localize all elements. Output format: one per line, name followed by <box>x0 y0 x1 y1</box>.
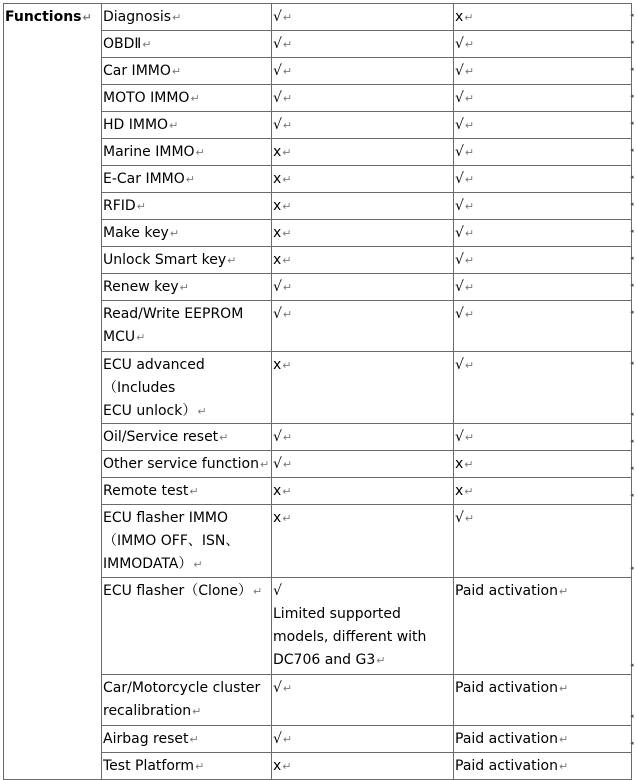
support-cell-2 <box>454 139 632 166</box>
support-cell-1-text: √ <box>273 429 282 445</box>
paragraph-mark-icon: ↵ <box>219 431 229 444</box>
paragraph-mark-icon: ↵ <box>558 682 569 695</box>
function-name-cell-text: Oil/Service reset <box>103 429 219 445</box>
function-name-cell-text: Unlock Smart key <box>103 252 227 268</box>
paragraph-mark-icon: ↵ <box>558 733 569 746</box>
table-row <box>4 4 632 31</box>
function-name-cell <box>102 4 272 31</box>
table-body <box>4 4 632 780</box>
support-cell-1-text: x <box>273 225 282 241</box>
row-end-mark-icon: ◂ <box>630 491 634 499</box>
function-name-cell <box>102 451 272 478</box>
paragraph-mark-icon: ↵ <box>464 173 475 186</box>
paragraph-mark-icon: ↵ <box>464 200 475 213</box>
row-end-mark-icon: ◂ <box>630 200 634 208</box>
row-end-mark-icon: ◂ <box>630 92 634 100</box>
support-cell-1-text: x <box>273 252 282 268</box>
function-name-cell-text: Car/Motorcycle cluster recalibration <box>103 680 261 719</box>
support-cell-2-text: Paid activation <box>455 680 558 696</box>
row-end-mark-icon: ◂ <box>630 437 634 445</box>
paragraph-mark-icon: ↵ <box>197 405 207 418</box>
support-cell-2-text: √ <box>455 252 464 268</box>
support-cell-1 <box>272 112 454 139</box>
paragraph-mark-icon: ↵ <box>558 585 569 598</box>
support-cell-2 <box>454 478 632 505</box>
support-cell-1-text: √ <box>273 456 282 472</box>
support-cell-1 <box>272 139 454 166</box>
paragraph-mark-icon: ↵ <box>193 558 203 571</box>
row-end-mark-icon: ◂ <box>630 38 634 46</box>
paragraph-mark-icon: ↵ <box>189 485 199 498</box>
support-cell-1-text: x <box>273 198 282 214</box>
support-cell-2-text: x <box>455 456 464 472</box>
paragraph-mark-icon: ↵ <box>464 11 474 24</box>
paragraph-mark-icon: ↵ <box>464 38 475 51</box>
support-cell-2 <box>454 4 632 31</box>
paragraph-mark-icon: ↵ <box>169 119 179 132</box>
row-end-mark-icon: ◂ <box>630 65 634 73</box>
paragraph-mark-icon: ↵ <box>282 227 292 240</box>
support-cell-1-text: √ <box>273 117 282 133</box>
paragraph-mark-icon: ↵ <box>227 254 237 267</box>
support-cell-1-text: √ <box>273 90 282 106</box>
function-name-cell-text: RFID <box>103 198 136 214</box>
support-cell-1-text: x <box>273 357 282 373</box>
support-cell-2-text: √ <box>455 36 464 52</box>
paragraph-mark-icon: ↵ <box>464 227 475 240</box>
row-end-mark-icon: ◂ <box>630 146 634 154</box>
support-cell-1-text: √ Limited supported models, different with DC706 and G3 <box>273 583 427 668</box>
paragraph-mark-icon: ↵ <box>252 585 263 598</box>
function-name-cell-text: Read/Write EEPROM MCU <box>103 306 244 345</box>
paragraph-mark-icon: ↵ <box>282 173 292 186</box>
section-label: Functions <box>5 9 82 25</box>
support-cell-1 <box>272 726 454 753</box>
support-cell-1 <box>272 166 454 193</box>
support-cell-1 <box>272 193 454 220</box>
support-cell-2-text: √ <box>455 510 464 526</box>
support-cell-2-text: √ <box>455 357 464 373</box>
support-cell-2-text: √ <box>455 117 464 133</box>
support-cell-2-text: Paid activation <box>455 758 558 774</box>
support-cell-2-text: √ <box>455 198 464 214</box>
support-cell-2 <box>454 451 632 478</box>
function-name-cell-text: Remote test <box>103 483 189 499</box>
function-name-cell <box>102 753 272 780</box>
paragraph-mark-icon: ↵ <box>282 308 293 321</box>
function-name-cell-text: Renew key <box>103 279 179 295</box>
function-name-cell-text: ECU flasher（Clone） <box>103 583 252 599</box>
paragraph-mark-icon: ↵ <box>136 331 146 344</box>
paragraph-mark-icon: ↵ <box>464 485 474 498</box>
paragraph-mark-icon: ↵ <box>464 458 474 471</box>
support-cell-2-text: √ <box>455 90 464 106</box>
function-name-cell-text: Test Platform <box>103 758 195 774</box>
paragraph-mark-icon: ↵ <box>558 760 569 773</box>
paragraph-mark-icon: ↵ <box>282 200 292 213</box>
paragraph-mark-icon: ↵ <box>172 11 182 24</box>
function-name-cell-text: Car IMMO <box>103 63 171 79</box>
support-cell-2 <box>454 753 632 780</box>
support-cell-2 <box>454 58 632 85</box>
paragraph-mark-icon: ↵ <box>169 227 180 240</box>
row-end-mark-icon: ◂ <box>630 739 634 747</box>
paragraph-mark-icon: ↵ <box>464 92 475 105</box>
paragraph-mark-icon: ↵ <box>282 92 293 105</box>
paragraph-mark-icon: ↵ <box>282 146 292 159</box>
support-cell-2 <box>454 193 632 220</box>
support-cell-2-text: x <box>455 483 464 499</box>
paragraph-mark-icon: ↵ <box>282 733 293 746</box>
support-cell-1-text: √ <box>273 9 282 25</box>
paragraph-mark-icon: ↵ <box>192 705 202 718</box>
support-cell-1 <box>272 58 454 85</box>
paragraph-mark-icon: ↵ <box>195 760 205 773</box>
paragraph-mark-icon: ↵ <box>136 200 146 213</box>
function-name-cell <box>102 274 272 301</box>
row-end-mark-icon: ◂ <box>630 11 634 19</box>
paragraph-mark-icon: ↵ <box>282 431 293 444</box>
support-cell-2 <box>454 166 632 193</box>
paragraph-mark-icon: ↵ <box>282 281 293 294</box>
paragraph-mark-icon: ↵ <box>142 38 152 51</box>
section-label-cell <box>4 4 102 780</box>
paragraph-mark-icon: ↵ <box>464 512 475 525</box>
support-cell-1 <box>272 753 454 780</box>
paragraph-mark-icon: ↵ <box>464 308 475 321</box>
function-name-cell <box>102 247 272 274</box>
support-cell-1-text: √ <box>273 306 282 322</box>
support-cell-2-text: Paid activation <box>455 731 558 747</box>
function-name-cell <box>102 193 272 220</box>
paragraph-mark-icon: ↵ <box>464 119 475 132</box>
support-cell-2-text: √ <box>455 144 464 160</box>
support-cell-1-text: √ <box>273 36 282 52</box>
support-cell-2 <box>454 424 632 451</box>
function-name-cell <box>102 58 272 85</box>
row-end-mark-icon: ◂ <box>630 464 634 472</box>
paragraph-mark-icon: ↵ <box>282 254 292 267</box>
support-cell-1-text: x <box>273 171 282 187</box>
support-cell-1 <box>272 274 454 301</box>
paragraph-mark-icon: ↵ <box>464 431 475 444</box>
function-name-cell <box>102 301 272 352</box>
function-name-cell <box>102 112 272 139</box>
function-name-cell <box>102 424 272 451</box>
function-name-cell-text: Airbag reset <box>103 731 189 747</box>
support-cell-1 <box>272 451 454 478</box>
function-name-cell <box>102 85 272 112</box>
function-name-cell <box>102 505 272 578</box>
support-cell-2-text: Paid activation <box>455 583 558 599</box>
support-cell-2-text: √ <box>455 306 464 322</box>
support-cell-2 <box>454 301 632 352</box>
support-cell-2-text: x <box>455 9 464 25</box>
paragraph-mark-icon: ↵ <box>464 65 475 78</box>
support-cell-2-text: √ <box>455 279 464 295</box>
function-name-cell <box>102 478 272 505</box>
support-cell-2 <box>454 352 632 424</box>
function-name-cell <box>102 220 272 247</box>
support-cell-1 <box>272 301 454 352</box>
row-end-mark-icon: ◂ <box>630 227 634 235</box>
function-name-cell <box>102 675 272 726</box>
support-cell-2 <box>454 220 632 247</box>
paragraph-mark-icon: ↵ <box>282 682 293 695</box>
support-cell-2 <box>454 247 632 274</box>
function-name-cell-text: Make key <box>103 225 169 241</box>
paragraph-mark-icon: ↵ <box>190 92 200 105</box>
paragraph-mark-icon: ↵ <box>282 485 292 498</box>
row-end-mark-icon: ◂ <box>630 281 634 289</box>
function-name-cell <box>102 31 272 58</box>
function-name-cell-text: HD IMMO <box>103 117 169 133</box>
support-cell-1-text: √ <box>273 279 282 295</box>
support-cell-2 <box>454 675 632 726</box>
support-cell-1-text: x <box>273 758 282 774</box>
paragraph-mark-icon: ↵ <box>171 65 182 78</box>
paragraph-mark-icon: ↵ <box>282 760 292 773</box>
row-end-mark-icon: ◂ <box>630 661 634 669</box>
support-cell-1-text: √ <box>273 63 282 79</box>
support-cell-2 <box>454 578 632 675</box>
support-cell-2 <box>454 31 632 58</box>
row-end-mark-icon: ◂ <box>630 712 634 720</box>
support-cell-2 <box>454 726 632 753</box>
support-cell-1-text: √ <box>273 731 282 747</box>
support-cell-1 <box>272 85 454 112</box>
row-end-mark-icon: ◂ <box>630 410 634 418</box>
paragraph-mark-icon: ↵ <box>464 281 475 294</box>
row-end-mark-icon: ◂ <box>630 119 634 127</box>
paragraph-mark-icon: ↵ <box>282 65 293 78</box>
function-name-cell <box>102 578 272 675</box>
paragraph-mark-icon: ↵ <box>464 359 475 372</box>
function-name-cell-text: Diagnosis <box>103 9 172 25</box>
support-cell-1-text: √ <box>273 680 282 696</box>
paragraph-mark-icon: ↵ <box>260 458 270 471</box>
paragraph-mark-icon: ↵ <box>185 173 195 186</box>
support-cell-1-text: x <box>273 483 282 499</box>
row-end-mark-icon: ◂ <box>630 254 634 262</box>
support-cell-2-text: √ <box>455 225 464 241</box>
support-cell-2-text: √ <box>455 63 464 79</box>
function-name-cell-text: ECU advanced（Includes ECU unlock） <box>103 357 205 419</box>
row-end-mark-icon: ◂ <box>630 308 634 316</box>
support-cell-2 <box>454 505 632 578</box>
support-cell-1 <box>272 220 454 247</box>
support-cell-1 <box>272 31 454 58</box>
support-cell-2 <box>454 274 632 301</box>
paragraph-mark-icon: ↵ <box>464 146 475 159</box>
function-name-cell <box>102 139 272 166</box>
function-name-cell-text: Marine IMMO <box>103 144 195 160</box>
paragraph-mark-icon: ↵ <box>282 38 293 51</box>
function-name-cell-text: OBDⅡ <box>103 36 142 52</box>
functions-table <box>3 3 632 780</box>
function-name-cell <box>102 726 272 753</box>
support-cell-1 <box>272 247 454 274</box>
support-cell-1 <box>272 424 454 451</box>
paragraph-mark-icon: ↵ <box>282 11 293 24</box>
function-name-cell-text: ECU flasher IMMO （IMMO OFF、ISN、 IMMODATA） <box>103 510 240 572</box>
row-end-mark-icon: ◂ <box>630 173 634 181</box>
function-name-cell-text: MOTO IMMO <box>103 90 190 106</box>
function-name-cell-text: Other service function <box>103 456 259 472</box>
support-cell-1 <box>272 675 454 726</box>
paragraph-mark-icon: ↵ <box>179 281 189 294</box>
row-end-mark-icon: ◂ <box>630 564 634 572</box>
function-name-cell <box>102 352 272 424</box>
support-cell-1-text: x <box>273 144 282 160</box>
paragraph-mark-icon: ↵ <box>376 654 386 667</box>
paragraph-mark-icon: ↵ <box>195 146 205 159</box>
paragraph-mark-icon: ↵ <box>282 119 293 132</box>
paragraph-mark-icon: ↵ <box>82 11 92 24</box>
paragraph-mark-icon: ↵ <box>282 512 292 525</box>
paragraph-mark-icon: ↵ <box>189 733 199 746</box>
support-cell-1 <box>272 478 454 505</box>
function-name-cell <box>102 166 272 193</box>
paragraph-mark-icon: ↵ <box>464 254 475 267</box>
support-cell-2 <box>454 85 632 112</box>
paragraph-mark-icon: ↵ <box>282 359 292 372</box>
support-cell-1 <box>272 352 454 424</box>
support-cell-2-text: √ <box>455 171 464 187</box>
function-name-cell-text: E-Car IMMO <box>103 171 185 187</box>
paragraph-mark-icon: ↵ <box>282 458 293 471</box>
row-end-mark-icon: ◂ <box>630 359 634 367</box>
support-cell-2-text: √ <box>455 429 464 445</box>
support-cell-1 <box>272 505 454 578</box>
support-cell-1 <box>272 578 454 675</box>
support-cell-2 <box>454 112 632 139</box>
support-cell-1-text: x <box>273 510 282 526</box>
support-cell-1 <box>272 4 454 31</box>
